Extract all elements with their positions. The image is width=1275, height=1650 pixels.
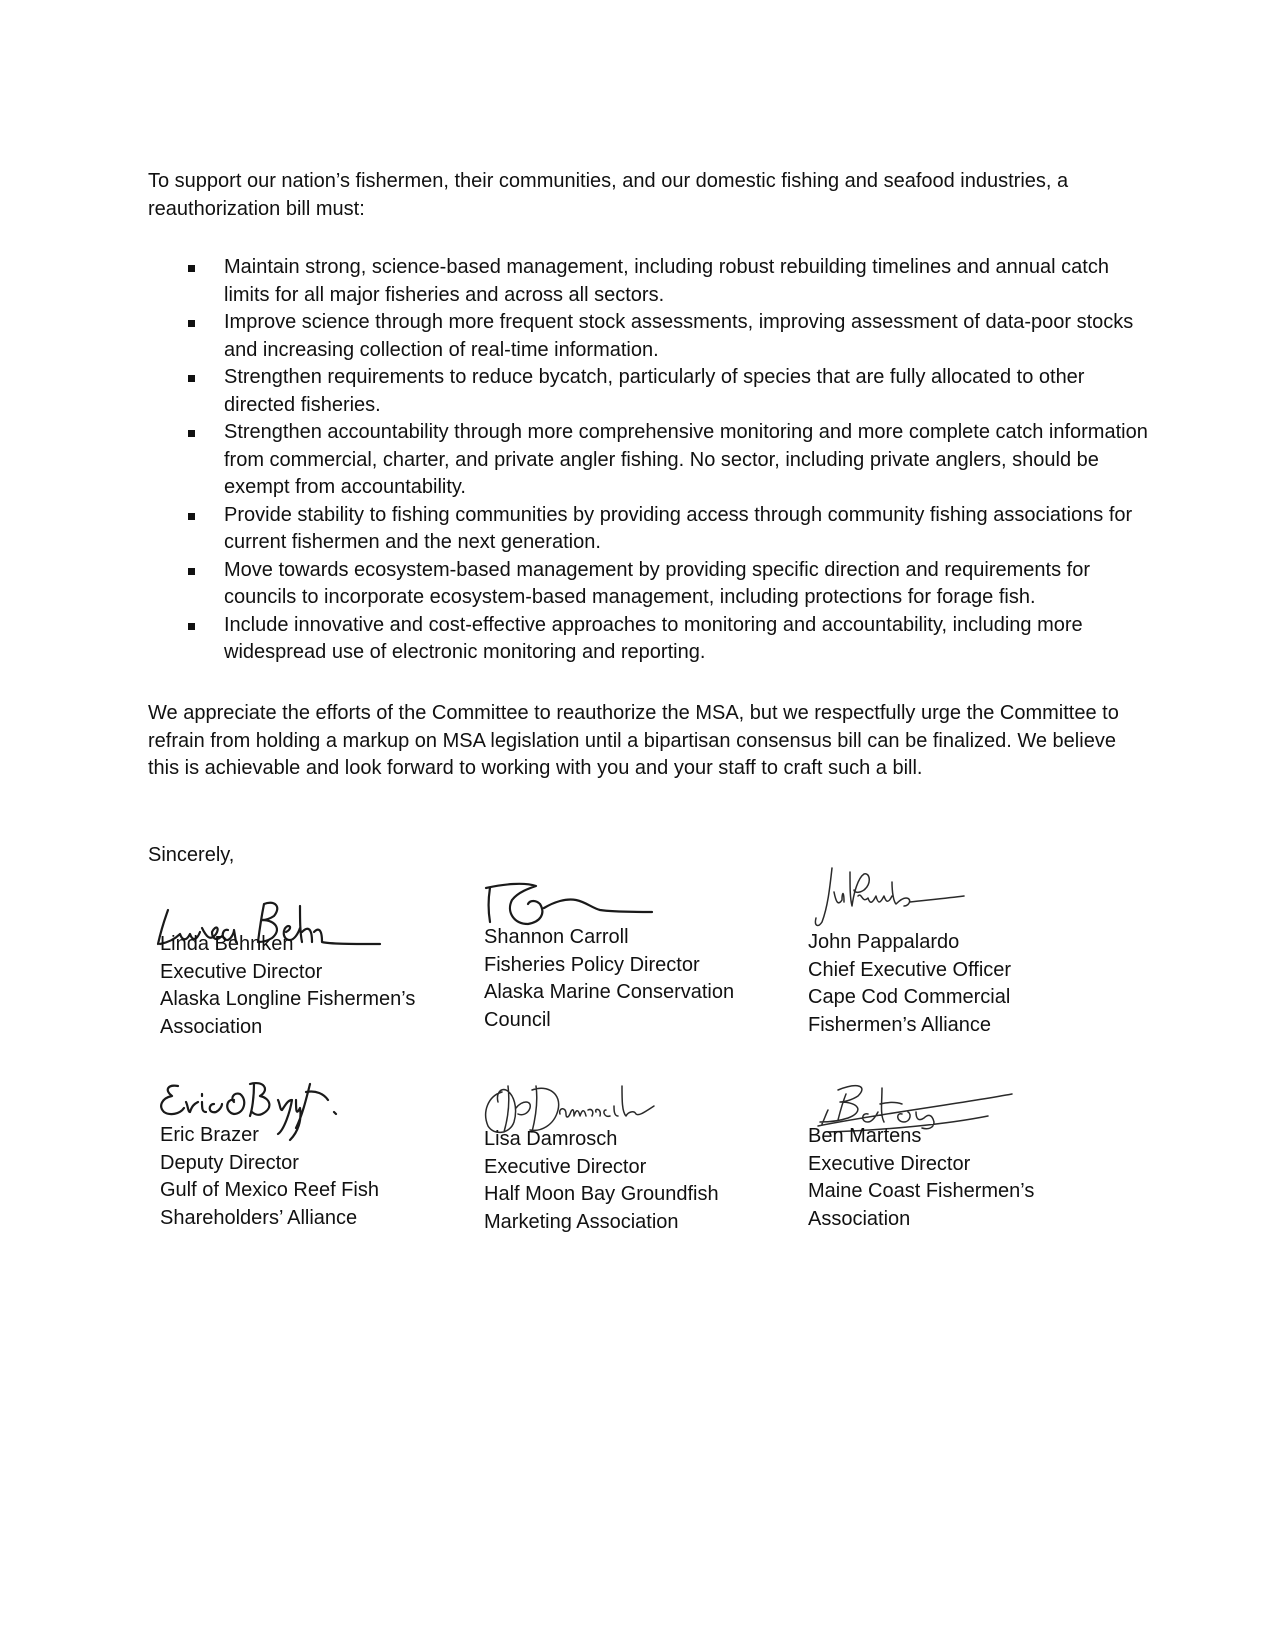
list-item-text: Improve science through more frequent stock assessments, improving assessment of data-poor stocks and increasing collection of real-time information. [224, 311, 1134, 361]
signatory-details [808, 1123, 1034, 1233]
signatory-name: Eric Brazer [160, 1124, 259, 1146]
signatory-name: John Pappalardo [808, 931, 960, 953]
signatory-org-line1: Gulf of Mexico Reef Fish [160, 1179, 379, 1201]
square-bullet-icon [188, 568, 195, 575]
list-item-text: Include innovative and cost-effective approaches to monitoring and accountability, including more widespread use of electronic monitoring and reporting. [224, 613, 1083, 663]
signatory-details [160, 931, 415, 1041]
square-bullet-icon [188, 513, 195, 520]
signatory-title: Executive Director [484, 1155, 647, 1178]
list-item-text: Provide stability to fishing communities by providing access through community fishing associations for current fishermen and the next generation. [224, 503, 1133, 553]
signatory-title: Fisheries Policy Director [484, 953, 700, 976]
list-item [148, 502, 1148, 557]
signatory-org-line2: Fishermen’s Alliance [808, 1013, 992, 1036]
square-bullet-icon [188, 430, 195, 437]
square-bullet-icon [188, 265, 195, 272]
signatory-title: Executive Director [808, 1152, 971, 1175]
list-item [148, 419, 1148, 502]
signatory-name: Lisa Damrosch [484, 1128, 618, 1150]
list-item [148, 309, 1148, 364]
square-bullet-icon [188, 320, 195, 327]
list-item-text: Maintain strong, science-based management, including robust rebuilding timelines and annual catch limits for all major fisheries and across all sectors. [224, 256, 1109, 306]
signatory-title: Chief Executive Officer [808, 958, 1012, 981]
intro-paragraph: To support our nation’s fishermen, their communities, and our domestic fishing and seafood industries, a reauthorization bill must: [148, 170, 1069, 220]
list-item-text: Strengthen accountability through more comprehensive monitoring and more complete catch information from commercial, charter, and private angler fishing. No sector, including private anglers, should be exempt from accountability. [224, 421, 1148, 498]
signatory-org-line1: Alaska Longline Fishermen’s [160, 988, 416, 1010]
list-item [148, 364, 1148, 419]
list-item [148, 612, 1148, 667]
signatory-org-line2: Shareholders’ Alliance [160, 1206, 358, 1229]
square-bullet-icon [188, 375, 195, 382]
sign-off: Sincerely, [148, 844, 235, 866]
signatory-org-line2: Association [160, 1015, 263, 1038]
signatory-title: Executive Director [160, 960, 323, 983]
signatory-title: Deputy Director [160, 1151, 299, 1174]
list-item-text: Move towards ecosystem-based management by providing specific direction and requirements for councils to incorporate ecosystem-based management, including protections for forage fish. [224, 558, 1090, 608]
signatory-details [484, 924, 734, 1034]
closing-paragraph: We appreciate the efforts of the Committee to reauthorize the MSA, but we respectfully urge the Committee to refrain from holding a markup on MSA legislation until a bipartisan consensus bill can be finalized. We believe this is achievable and look forward to working with you and your staff to craft such a bill. [148, 702, 1119, 779]
signatory-details [484, 1126, 719, 1236]
signatory-org-line1: Alaska Marine Conservation [484, 981, 735, 1003]
signatory-org-line2: Association [808, 1207, 911, 1230]
list-item [148, 557, 1148, 612]
signatory-org-line1: Half Moon Bay Groundfish [484, 1183, 719, 1205]
list-item-text: Strengthen requirements to reduce bycatch, particularly of species that are fully allocated to other directed fisheries. [224, 366, 1085, 416]
signatory-org-line2: Marketing Association [484, 1210, 679, 1233]
signatory-org-line1: Cape Cod Commercial [808, 986, 1011, 1008]
requirements-list [148, 254, 1148, 667]
signatory-name: Linda Behnken [160, 933, 294, 955]
signatory-org-line1: Maine Coast Fishermen’s [808, 1180, 1035, 1202]
signatory-details [808, 929, 1011, 1039]
list-item [148, 254, 1148, 309]
signatory-name: Shannon Carroll [484, 926, 629, 948]
signatory-name: Ben Martens [808, 1125, 922, 1147]
signatory-org-line2: Council [484, 1008, 551, 1031]
signatory-details [160, 1122, 379, 1232]
square-bullet-icon [188, 623, 195, 630]
